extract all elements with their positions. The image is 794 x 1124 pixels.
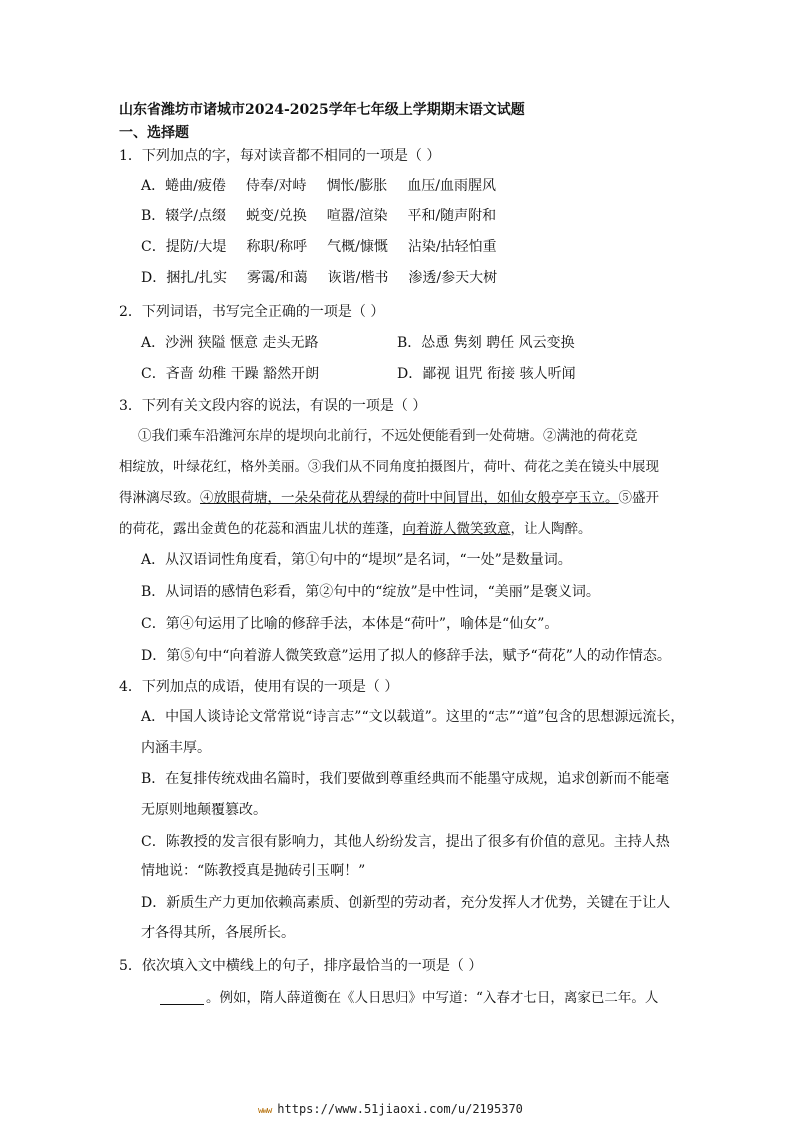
q2-option-d: D．鄙视 诅咒 衔接 骇人听闻: [397, 366, 576, 382]
q1-option-c: C．提防/大堤 称职/称呼 气概/慷慨 沾染/拈轻怕重: [141, 239, 497, 255]
q2-option-b: B．怂恿 隽刻 聘任 风云变换: [397, 335, 575, 351]
q1-option-b: B．辍学/点缀 蜕变/兑换 喧嚣/渲染 平和/随声附和: [141, 208, 497, 224]
question-4-stem: 4．下列加点的成语，使用有误的一项是（ ）: [119, 679, 399, 695]
q4-option-b-line1: B．在复排传统戏曲名篇时，我们要做到尊重经典而不能墨守成规，追求创新而不能毫: [141, 771, 670, 787]
q1-option-a: A．蜷曲/疲倦 侍奉/对峙 惆怅/膨胀 血压/血雨腥风: [141, 178, 496, 194]
q4-option-a-line1: A．中国人谈诗论文常常说“诗言志”“文以载道”。这里的“志”“道”包含的思想源远流长，: [141, 709, 685, 725]
footer-url[interactable]: https://www.51jiaoxi.com/u/2195370: [277, 1102, 523, 1116]
q4-option-b-line2: 无原则地颠覆篡改。: [141, 802, 267, 818]
question-5-stem: 5．依次填入文中横线上的句子，排序最恰当的一项是（ ）: [119, 958, 483, 974]
q3-passage: ①我们乘车沿潍河东岸的堤坝向北前行，不远处便能看到一处荷塘。②满池的荷花竞 相绽放，叶绿花红，格外美丽。③我们从不同角度拍摄图片，荷叶、荷花之美在镜头中展现 得淋漓尽致。④放眼荷塘，一朵朵荷花从碧绿的荷叶中间冒出，如仙女般亭亭玉立。⑤盛开 的荷花，露出金黄色的花蕊和酒盅儿状的莲蓬，向着游人微笑致意，让人陶醉。: [119, 428, 659, 537]
q1-option-d: D．捆扎/扎实 雾霭/和蔼 诙谐/楷书 渗透/参天大树: [141, 270, 498, 286]
q4-option-d-line1: D．新质生产力更加依赖高素质、创新型的劳动者，充分发挥人才优势，关键在于让人: [141, 895, 671, 911]
fill-blank: [160, 990, 204, 1005]
q4-option-a-line2: 内涵丰厚。: [141, 740, 211, 756]
q2-option-c: C．吝啬 幼稚 干躁 豁然开朗: [141, 366, 320, 382]
q3-option-d: D．第⑤句中“向着游人微笑致意”运用了拟人的修辞手法，赋予“荷花”人的动作情态。: [141, 648, 671, 664]
q5-passage: 。例如，隋人薛道衡在《人日思归》中写道：“入春才七日，离家已二年。人: [160, 986, 658, 1006]
q2-option-a: A．沙洲 狭隘 惬意 走头无路: [141, 335, 319, 351]
q3-option-c: C．第④句运用了比喻的修辞手法，本体是“荷叶”，喻体是“仙女”。: [141, 616, 559, 632]
q3-option-b: B．从词语的感情色彩看，第②句中的“绽放”是中性词，“美丽”是褒义词。: [141, 584, 600, 600]
question-3-stem: 3．下列有关文段内容的说法，有误的一项是（ ）: [119, 398, 427, 414]
q4-option-c-line2: 情地说：“陈教授真是抛砖引玉啊！”: [141, 863, 366, 879]
exam-title: 山东省潍坊市诸城市2024-2025学年七年级上学期期末语文试题: [119, 102, 525, 118]
q4-option-d-line2: 才各得其所，各展所长。: [141, 925, 295, 941]
question-2-stem: 2．下列词语，书写完全正确的一项是（ ）: [119, 304, 385, 320]
page-footer: [258, 1102, 523, 1116]
q4-option-c-line1: C．陈教授的发言很有影响力，其他人纷纷发言，提出了很多有价值的意见。主持人热: [141, 834, 670, 850]
footer-prefix: www: [258, 1106, 272, 1116]
section-heading: 一、选择题: [119, 125, 189, 141]
question-1-stem: 1．下列加点的字，每对读音都不相同的一项是（ ）: [119, 148, 441, 164]
q3-option-a: A．从汉语词性角度看，第①句中的“堤坝”是名词，“一处”是数量词。: [141, 552, 572, 568]
